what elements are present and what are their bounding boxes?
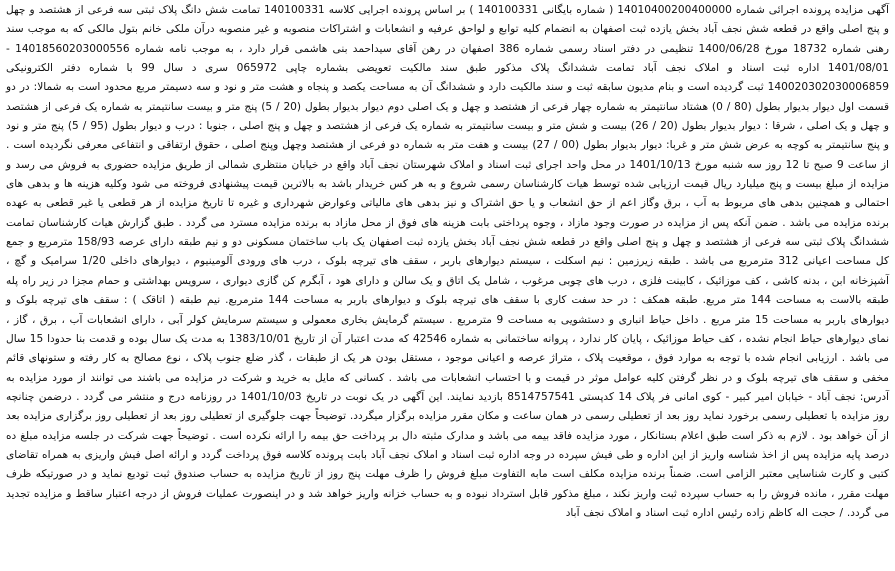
auction-notice (6, 1, 889, 523)
notice-body-text: آگهی مزایده پرونده اجرائی شماره 14010400200400000 ( شماره بایگانی 140100331 ) بر اساس پرونده اجرایی کلاسه 140100331 تمامت شش دانگ پلاک ثبتی سه فرعی از هشتصد و چهل و پنج اصلی واقع در قطعه شش نجف آباد بخش یازده ثبت اصفهان به انضمام کلیه توابع و لواحق عرفیه و انشعابات و اشتراکات منصوبه و غیر منصوبه درآن ملکی خانم بتول مالکی که به موجب سند رهنی شماره 18732 مورخ 1400/06/28 تنظیمی در دفتر اسناد رسمی شماره 386 اصفهان در رهن آقای سیداحمد بنی هاشمی قرار دارد ، به موجب نامه شماره 14018560203000556 - 1401/08/01 اداره ثبت اسناد و املاک نجف آباد تمامت ششدانگ پلاک مذکور طبق سند مالکیت تعویضی بشماره چاپی 065972 سری د سال 99 با شماره دفتر الکترونیکی 140020302030006859 ثبت گردیده است و بنام مدیون سابقه ثبت و سند مالکیت دارد و ششدانگ آن به مساحت یکصد و پنجاه و هشت متر و نود و سه دسیمتر مربع محدود است به شمالا: در دو قسمت اول دیوار بدیوار بطول (80 / 0) هشتاد سانتیمتر به شماره چهار فرعی از هشتصد و چهل و یک اصلی دوم دیوار بدیوار بطول (20 / 5) پنج متر و بیست سانتیمتر به شماره یک فرعی از هشتصد و چهل و یک اصلی ، شرقا : دیوار بدیوار بطول (20 / 26) بیست و شش متر و بیست سانتیمتر به شماره یک فرعی از هشتصد و چهل و پنج اصلی ، جنوبا : درب و دیوار بطول (95 / 5) پنج متر و نود و پنج سانتیمتر به کوچه به عرض شش متر و غربا: دیوار بدیوار بطول (00 / 27) بیست و هفت متر به شماره دو فرعی از هشتصد وچهل وپنج اصلی ، حقوق ارتفاقی و انتفاعی معرفی نگردیده است . از ساعت 9 صبح تا 12 روز سه شنبه مورخ 1401/10/13 در محل واحد اجرای ثبت اسناد و املاک شهرستان نجف آباد واقع در خیابان منتظری شمالی از طریق مزایده حضوری به فروش می رسد و مزایده از مبلغ بیست و پنج میلیارد ریال قیمت ارزیابی شده توسط هیات کارشناسان رسمی شروع و به هر کس خریدار باشد به بالاترین قیمت پیشنهادی فروخته می شود وکلیه هزینه ها و بدهی های احتمالی و همچنین بدهی های مربوط به آب ، برق وگاز اعم از حق انشعاب و یا حق اشتراک و نیز بدهی های مالیاتی وعوارض شهرداری و غیره تا تاریخ مزایده از هر قطعی یا غیر قطعی به عهده برنده مزایده می باشد . ضمن آنکه پس از مزایده در صورت وجود مازاد ، وجوه پرداختی بابت هزینه های فوق از محل مازاد به برنده مزایده مسترد می گردد . طبق گزارش هیات کارشناسان تمامت ششدانگ پلاک ثبتی سه فرعی از هشتصد و چهل و پنج اصلی واقع در قطعه شش نجف آباد بخش یازده ثبت اصفهان یک باب ساختمان مسکونی دو و نیم طبقه دارای عرصه 158/93 مترمربع و جمع کل مساحت اعیانی 312 مترمربع می باشد . طبقه زیرزمین : نیم اسکلت ، سیستم دیوارهای باربر ، سقف های تیرچه بلوک ، درب های ورودی آلومینیوم ، دیوارهای داخلی 1/20 سرامیک و گچ ، آشپزخانه ابن ، بدنه کاشی ، کف موزائیک ، کابینت فلزی ، درب های چوبی مرغوب ، شامل یک اتاق و یک سالن و دارای هود ، آبگرم کن گازی دیواری ، سرویس بهداشتی و حمام مجزا در زیر راه پله طبقه بالاست به مساحت 144 متر مربع. طبقه همکف : در حد سفت کاری با سقف های تیرچه بلوک و دیوارهای باربر به مساحت 144 مترمربع. نیم طبقه ( اتاقک ) : سقف های تیرچه بلوک و دیوارهای باربر به مساحت 15 متر مربع . داخل حیاط انباری و دستشویی به مساحت 9 مترمربع . سیستم گرمایش بخاری معمولی و سیستم سرمایش کولر آبی ، دارای انشعابات آب ، برق ، گاز ، نمای دیوارهای حیاط انجام نشده ، کف حیاط موزائیک ، پایان کار ندارد ، پروانه ساختمانی به شماره 42546 که مدت اعتبار آن از تاریخ 1383/10/01 به مدت یک سال بوده و قدمت بنا حدودا 15 سال می باشد . ارزیابی انجام شده با توجه به موارد فوق ، موقعیت پلاک ، متراژ عرصه و اعیانی موجود ، مستقل بودن هر یک از طبقات ، گذر ضلع جنوب پلاک ، نوع مصالح به کار رفته و ستونهای قائم مخفی و سقف های تیرچه بلوک و در نظر گرفتن کلیه عوامل موثر در قیمت و با احتساب انشعابات می باشد . کسانی که مایل به خرید و شرکت در مزایده می باشند می توانند از مورد مزایده به آدرس: نجف آباد - خیابان امیر کبیر - کوی امانی فر پلاک 14 کدپستی 8514757541 بازدید نمایند. این آگهی در یک نوبت در تاریخ 1401/10/03 در روزنامه درج و منتشر می گردد . درضمن چنانچه روز مزایده با تعطیلی رسمی برخورد نماید روز بعد از تعطیلی رسمی در همان ساعت و مکان مقرر مزایده برگزار میگردد. توضیحاً جهت جلوگیری از تعطیلی روز بعد از تعطیلی روز برگزاری مزایده بعد از آن خواهد بود . لازم به ذکر است طبق اعلام بستانکار ، مورد مزایده فاقد بیمه می باشد و مدارک مثبته دال بر پرداخت حق بیمه را ارائه نکرده است . توضیحاً جهت شرکت در جلسه مزایده مبلغ ده درصد پایه مزایده پس از اخذ شناسه واریز از این اداره و طی فیش سپرده در وجه اداره ثبت اسناد و املاک نجف آباد بابت پرونده کلاسه فوق پرداخت گردد و ارائه اصل فیش واریزی به همراه تقاضای کتبی و کارت شناسایی معتبر الزامی است. ضمناً برنده مزایده مکلف است مابه التفاوت مبلغ فروش را ظرف مهلت پنج روز از تاریخ مزایده به حساب صندوق ثبت تودیع نماید و در صورتیکه ظرف مهلت مقرر ، مانده فروش را به حساب سپرده ثبت واریز نکند ، مبلغ مذکور قابل استرداد نبوده و به حساب خزانه واریز خواهد شد و در اینصورت عملیات فروش از درجه اعتبار ساقط و مزایده تجدید می گردد. / حجت اله کاظم زاده رئیس اداره ثبت اسناد و املاک نجف آباد (6, 4, 890, 519)
